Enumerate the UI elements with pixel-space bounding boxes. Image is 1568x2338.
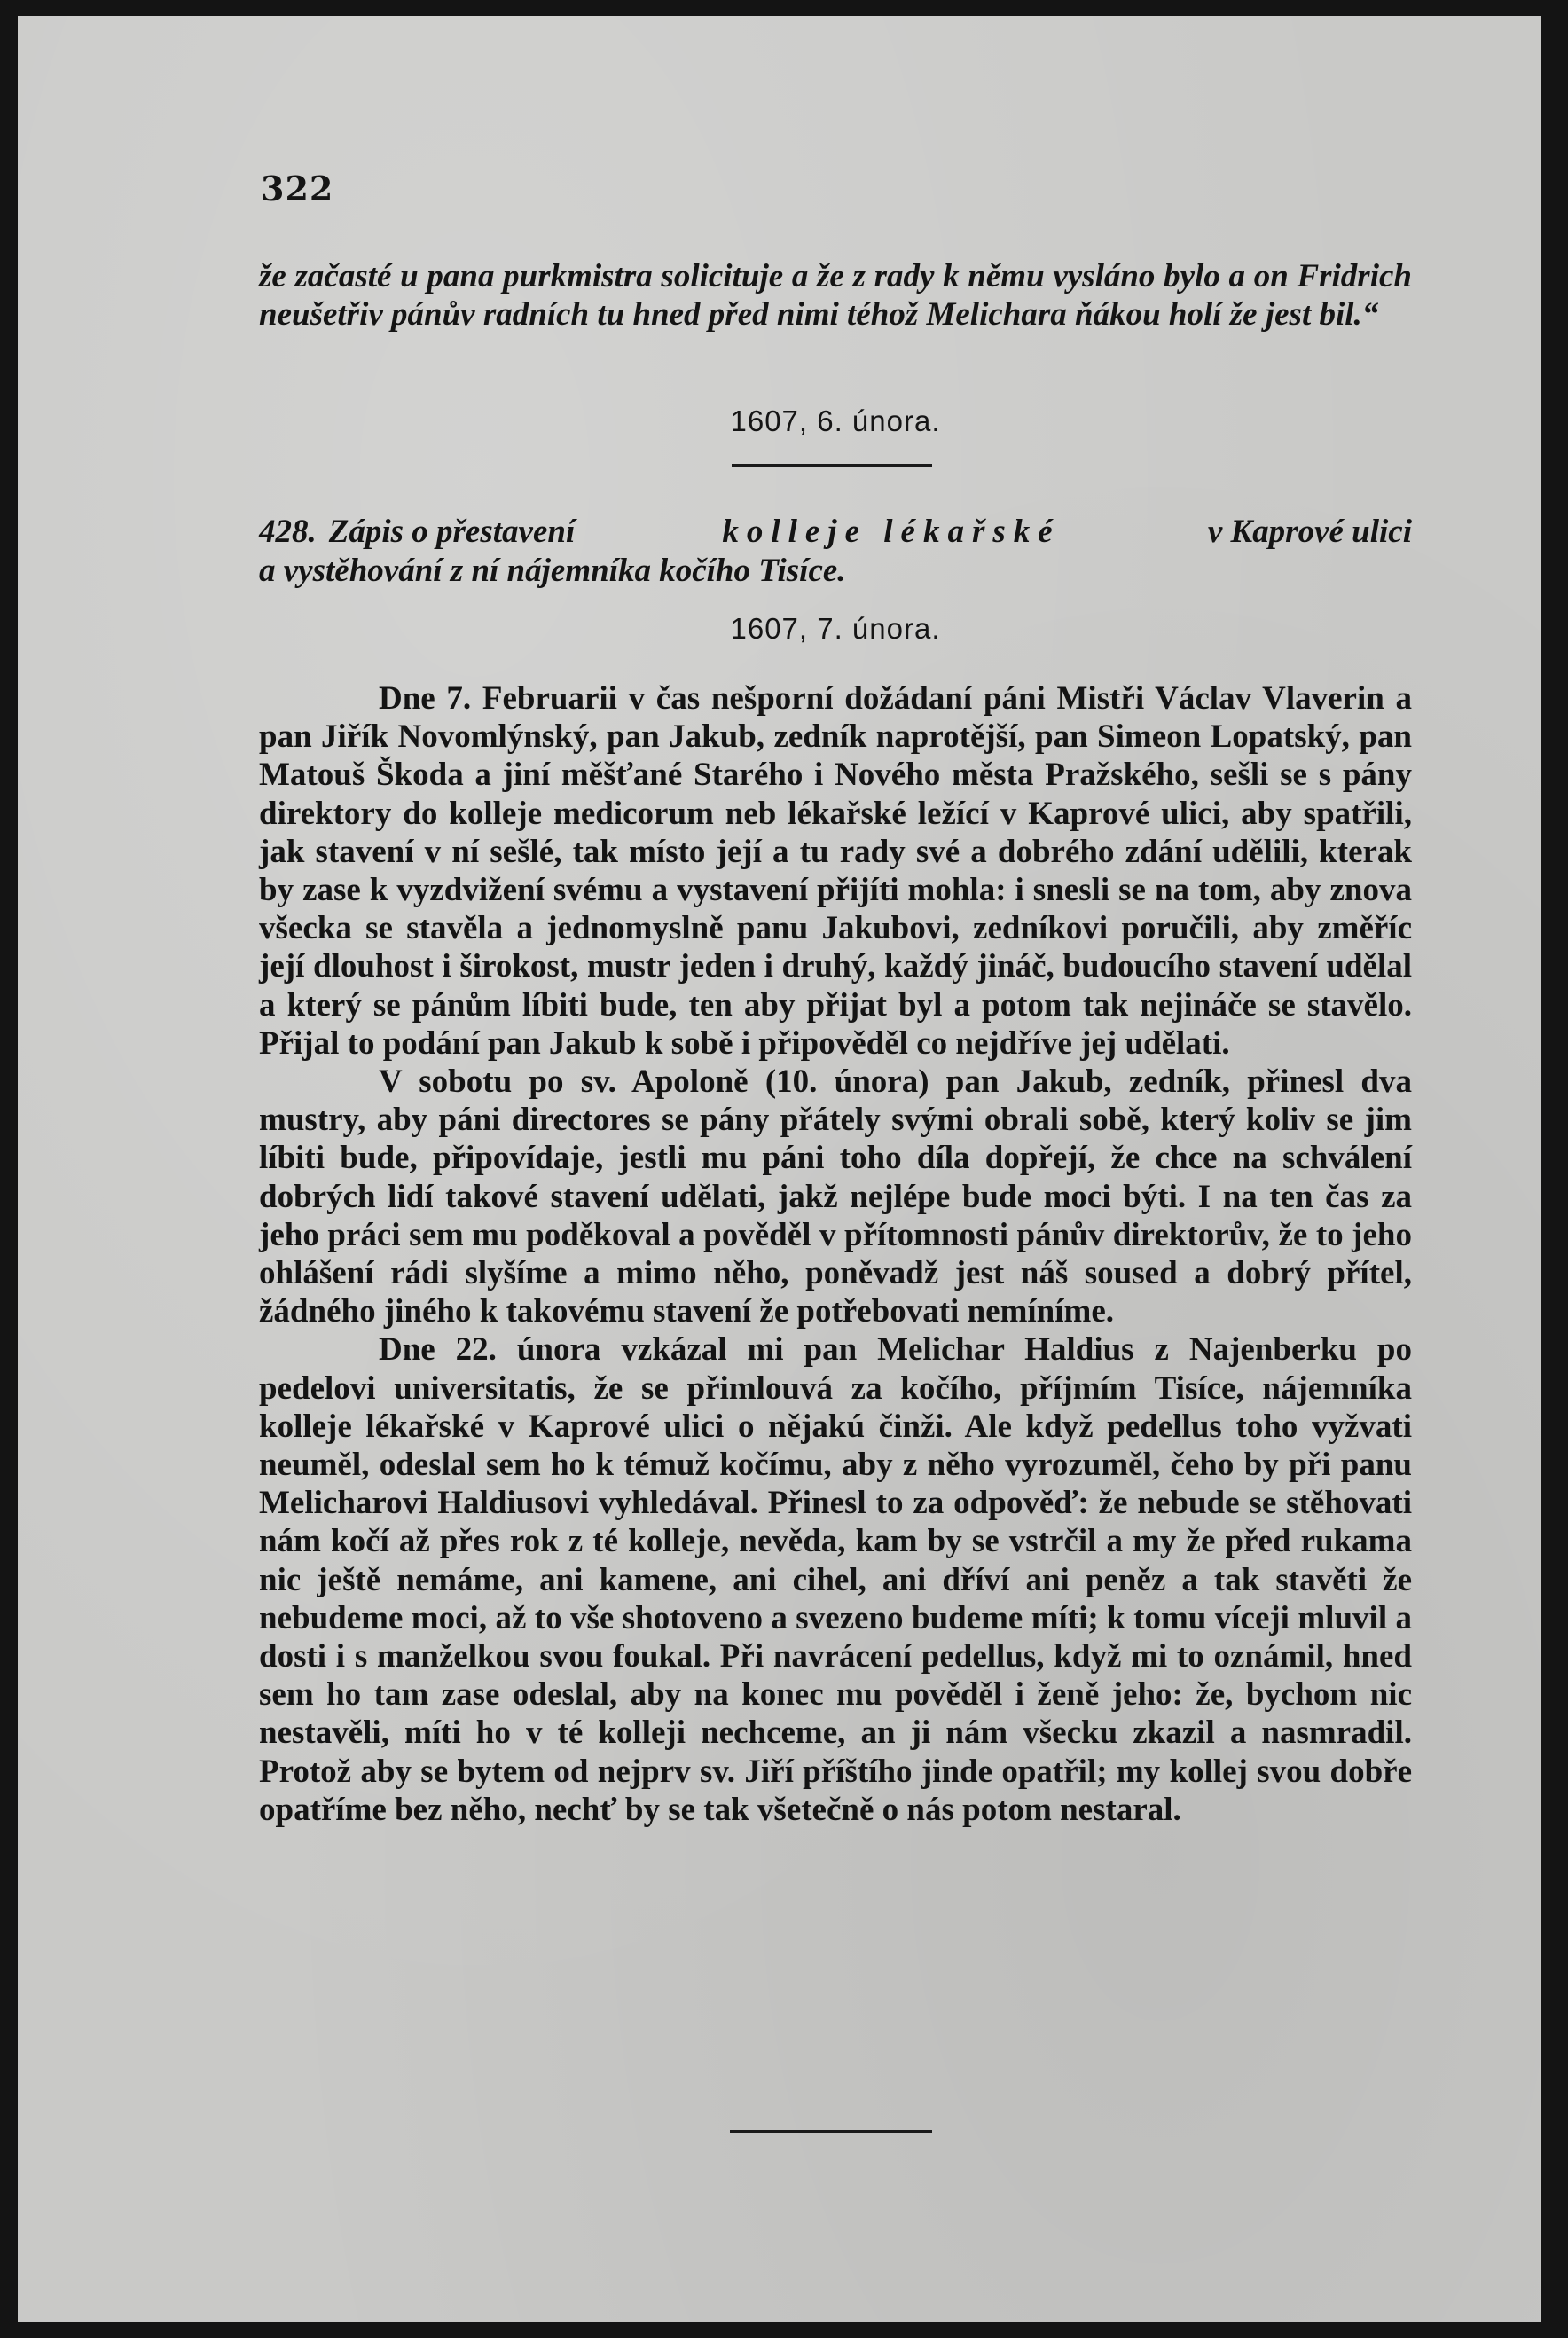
section-divider-bottom — [730, 2130, 932, 2133]
paragraph-1: Dne 7. Februarii v čas nešporní dožádaní páni Mistři Václav Vlaverin a pan Jiřík Novomlýnský, pan Jakub, zedník naprotější, pan Simeon Lopatský, pan Matouš Škoda a jiní měšťané Starého i Nového města Pražského, sešli se s pány direktory do kolleje medicorum neb lékařské ležící v Kaprové ulici, aby spatřili, jak stavení v ní sešlé, tak místo její a tu rady své a dobrého zdání udělili, kterak by zase k vyzdvižení svému a vystavení přijíti mohla: i snesli se na tom, aby znova všecka se stavěla a jednomyslně panu Jakubovi, zedníkovi poručili, aby změříc její dlouhost i širokost, mustr jeden i druhý, každý jináč, budoucího stavení udělal a který se pánům líbiti bude, ten aby přijat byl a potom tak nejináče se stavělo. Přijal to podání pan Jakub k sobě i připověděl co nejdříve jej udělati. — [259, 680, 1412, 1062]
entry-title-part2: v Kaprové ulici — [1207, 514, 1412, 550]
section-divider-top — [732, 464, 932, 467]
paragraph-3: Dne 22. února vzkázal mi pan Melichar Haldius z Najenberku po pedelovi universitatis, že se přimlouvá za kočího, příjmím Tisíce, nájemníka kolleje lékařské v Kaprové ulici o nějakú činži. Ale když pedellus toho vyžvati neuměl, odeslal sem ho k témuž kočímu, aby z něho vyrozuměl, čeho by při panu Melicharovi Haldiusovi vyhledával. Přinesl to za odpověď: že nebude se stěhovati nám kočí až přes rok z té kolleje, nevěda, kam by se vstrčil a my že před rukama nic ještě nemáme, ani kamene, ani cihel, ani dříví ani peněz a tak stavěti že nebudeme moci, až to vše shotoveno a svezeno budeme míti; k tomu víceji mluvil a dosti i s manželkou svou foukal. Při navrácení pedellus, když mi to oznámil, hned sem ho tam zase odeslal, aby na konec mu pověděl i ženě jeho: že, bychom nic nestavěli, míti ho v té kolleji nechceme, an ji nám všecku zkazil a nasmradil. Protož aby se bytem od nejprv sv. Jiří příštího jinde opatřil; my kollej svou dobře opatříme bez něho, nechť by se tak všetečně o nás potom nestaral. — [259, 1331, 1412, 1828]
scanned-page — [18, 16, 1541, 2322]
entry-number: 428. — [259, 514, 317, 550]
entry-heading-line-1 — [259, 513, 1412, 552]
entry-heading-line-2: a vystěhování z ní nájemníka kočího Tisíce. — [259, 553, 846, 589]
paragraph-2: V sobotu po sv. Apoloně (10. února) pan Jakub, zedník, přinesl dva mustry, aby páni directores se pány přátely svými obrali sobě, který koliv se jim líbiti bude, připovídaje, jestli mu páni toho díla dopřejí, že chce na schválení dobrých lidí takové stavení udělati, jakž nejlépe bude moci býti. I na ten čas za jeho práci sem mu poděkoval a pověděl v přítomnosti pánův direktorův, že to jeho ohlášení rádi slyšíme a mimo něho, poněvadž jest náš soused a dobrý přítel, žádného jiného k takovému stavení že potřebovati nemíníme. — [259, 1063, 1412, 1330]
page-number: 322 — [261, 169, 334, 208]
entry-title-spaced: kolleje lékařské — [722, 514, 1061, 550]
date-line-2: 1607, 7. února. — [730, 612, 941, 645]
entry-title-part1: Zápis o přestavení — [328, 514, 576, 550]
date-line-1: 1607, 6. února. — [730, 404, 941, 437]
intro-italic-text: že začasté u pana purkmistra solicituje a že z rady k němu vysláno bylo a on Fridrich neušetřiv pánův radních tu hned před nimi téhož Melichara ňákou holí že jest bil.“ — [259, 258, 1412, 333]
body-text — [259, 679, 1412, 1829]
entry-heading — [259, 513, 1412, 591]
